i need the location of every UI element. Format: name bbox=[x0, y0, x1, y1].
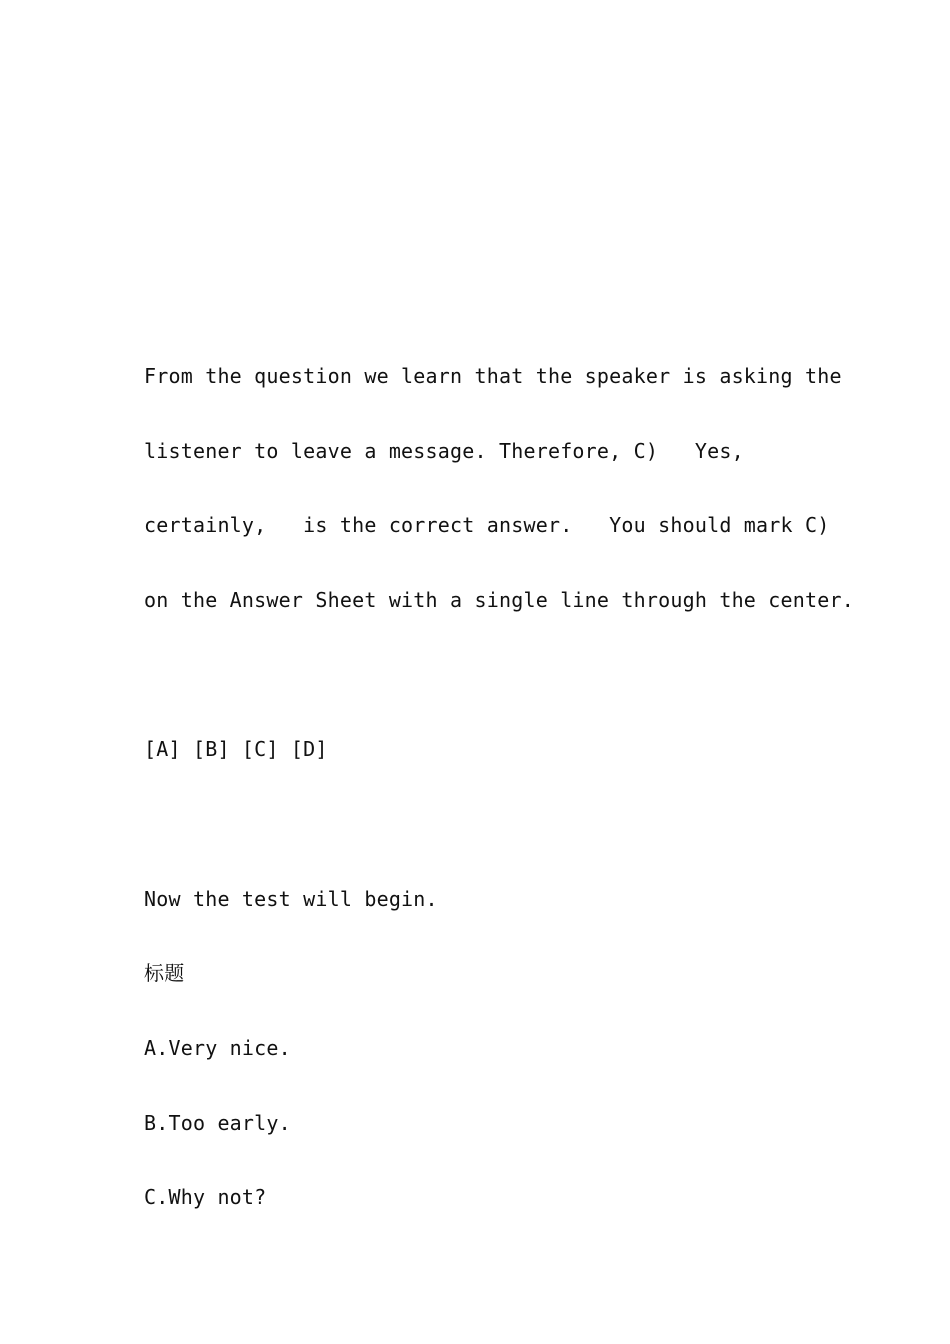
option-c: C.Why not? bbox=[144, 1185, 267, 1209]
test-begin-text: Now the test will begin. bbox=[144, 887, 438, 911]
section-heading: 标题 bbox=[144, 961, 185, 985]
answer-marks: [A] [B] [C] [D] bbox=[144, 737, 328, 761]
option-a: A.Very nice. bbox=[144, 1036, 291, 1060]
paragraph-line-3: certainly, is the correct answer. You should mark C) bbox=[144, 513, 830, 537]
paragraph-line-1: From the question we learn that the speaker is asking the bbox=[144, 364, 842, 388]
paragraph-line-4: on the Answer Sheet with a single line through the center. bbox=[144, 588, 854, 612]
option-b: B.Too early. bbox=[144, 1111, 291, 1135]
paragraph-line-2: listener to leave a message. Therefore, C) Yes, bbox=[144, 439, 744, 463]
